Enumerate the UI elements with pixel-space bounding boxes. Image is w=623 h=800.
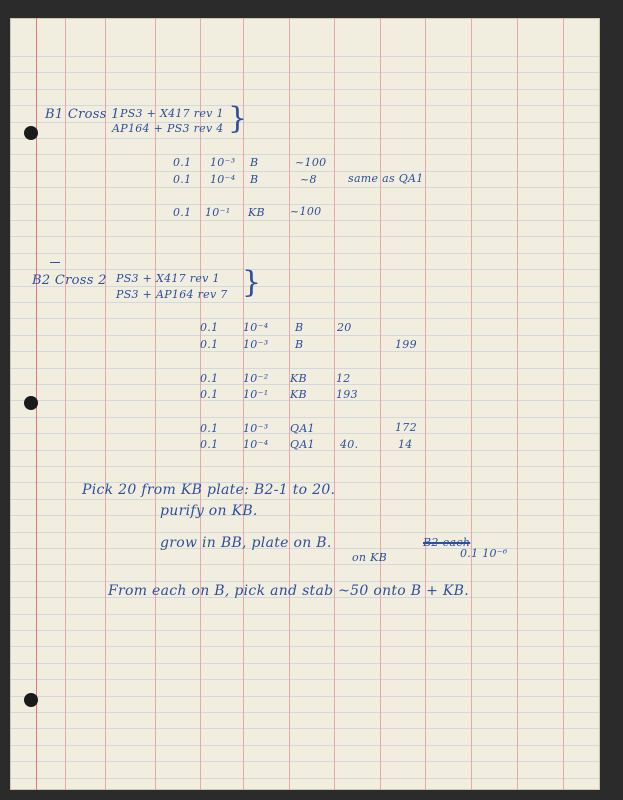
note-on-kb: on KB bbox=[352, 551, 388, 564]
column-line bbox=[563, 18, 564, 790]
note-purify: purify on KB. bbox=[160, 503, 258, 519]
column-line bbox=[334, 18, 335, 790]
b1-row1-count: ~100 bbox=[295, 156, 327, 169]
ruled-line bbox=[10, 761, 600, 762]
b2-row6-vol: 0.1 bbox=[200, 438, 219, 451]
ruled-line bbox=[10, 302, 600, 303]
b2-row6-count: 40. bbox=[340, 438, 359, 451]
b2-row2-vol: 0.1 bbox=[200, 338, 219, 351]
ruled-line bbox=[10, 417, 600, 418]
ruled-line bbox=[10, 466, 600, 467]
ruled-line bbox=[10, 499, 600, 500]
ruled-line bbox=[10, 564, 600, 565]
column-line bbox=[380, 18, 381, 790]
b1-row1-dil: 10⁻³ bbox=[210, 156, 236, 169]
ruled-line bbox=[10, 269, 600, 270]
cross-b1-line2: AP164 + PS3 rev 4 bbox=[112, 122, 224, 135]
b2-row5-dil: 10⁻³ bbox=[243, 422, 269, 435]
ruled-line bbox=[10, 154, 600, 155]
column-line bbox=[517, 18, 518, 790]
b1-row3-count: ~100 bbox=[290, 205, 322, 218]
b1-row2-note: same as QA1 bbox=[348, 172, 424, 185]
ruled-line bbox=[10, 663, 600, 664]
b2-row1-dil: 10⁻⁴ bbox=[243, 321, 269, 334]
column-line bbox=[65, 18, 66, 790]
b2-row4-plate: KB bbox=[290, 388, 307, 401]
ruled-line bbox=[10, 220, 600, 221]
b2-row2-count-b: 199 bbox=[395, 338, 417, 351]
ruled-line bbox=[10, 614, 600, 615]
b2-row6-plate: QA1 bbox=[290, 438, 315, 451]
note-pick: Pick 20 from KB plate: B2-1 to 20. bbox=[82, 482, 336, 498]
ruled-line bbox=[10, 581, 600, 582]
cross-b2-line2: PS3 + AP164 rev 7 bbox=[116, 288, 228, 301]
b2-row2-plate: B bbox=[295, 338, 304, 351]
ruled-line bbox=[10, 56, 600, 57]
b2-row4-dil: 10⁻¹ bbox=[243, 388, 269, 401]
b2-row3-dil: 10⁻² bbox=[243, 372, 269, 385]
ruled-line bbox=[10, 187, 600, 188]
ruled-line bbox=[10, 728, 600, 729]
punch-hole bbox=[24, 693, 38, 707]
ruled-line bbox=[10, 712, 600, 713]
ruled-line bbox=[10, 253, 600, 254]
ruled-line bbox=[10, 236, 600, 237]
b2-row3-count: 12 bbox=[336, 372, 351, 385]
ruled-line bbox=[10, 72, 600, 73]
b2-row1-vol: 0.1 bbox=[200, 321, 219, 334]
brace-icon: } bbox=[242, 265, 262, 300]
b2-row6-count-b: 14 bbox=[398, 438, 413, 451]
b2-row1-plate: B bbox=[295, 321, 304, 334]
column-line bbox=[289, 18, 290, 790]
b1-row2-plate: B bbox=[250, 173, 259, 186]
column-line bbox=[105, 18, 106, 790]
notebook-page bbox=[10, 18, 600, 790]
b2-row4-count: 193 bbox=[336, 388, 358, 401]
cross-b1-line1: PS3 + X417 rev 1 bbox=[120, 107, 224, 120]
ruled-line bbox=[10, 89, 600, 90]
ruled-line bbox=[10, 351, 600, 352]
b1-row2-count: ~8 bbox=[300, 173, 317, 186]
b1-row1-vol: 0.1 bbox=[173, 156, 192, 169]
note-struck: B2-each bbox=[423, 536, 471, 549]
b1-row3-vol: 0.1 bbox=[173, 206, 192, 219]
b2-row6-dil: 10⁻⁴ bbox=[243, 438, 269, 451]
punch-hole bbox=[24, 396, 38, 410]
column-line bbox=[471, 18, 472, 790]
ruled-line bbox=[10, 515, 600, 516]
ruled-line bbox=[10, 630, 600, 631]
b1-row3-dil: 10⁻¹ bbox=[205, 206, 231, 219]
ruled-line bbox=[10, 335, 600, 336]
b1-row1-plate: B bbox=[250, 156, 259, 169]
ruled-line bbox=[10, 318, 600, 319]
arrow-mark-icon bbox=[50, 262, 60, 263]
cross-b2-label: B2 Cross 2 bbox=[32, 273, 107, 288]
ruled-line bbox=[10, 696, 600, 697]
note-grow: grow in BB, plate on B. bbox=[160, 535, 332, 551]
note-from-each: From each on B, pick and stab ~50 onto B + KB. bbox=[108, 583, 470, 599]
brace-icon: } bbox=[228, 101, 248, 136]
cross-b1-label: B1 Cross 1 bbox=[45, 107, 120, 122]
b1-row3-plate: KB bbox=[248, 206, 265, 219]
b1-row2-vol: 0.1 bbox=[173, 173, 192, 186]
ruled-line bbox=[10, 778, 600, 779]
punch-hole bbox=[24, 126, 38, 140]
column-line bbox=[425, 18, 426, 790]
ruled-line bbox=[10, 105, 600, 106]
ruled-line bbox=[10, 745, 600, 746]
note-dilution: 0.1 10⁻⁶ bbox=[460, 547, 508, 560]
b2-row2-dil: 10⁻³ bbox=[243, 338, 269, 351]
ruled-line bbox=[10, 122, 600, 123]
b2-row5-count-b: 172 bbox=[395, 421, 417, 434]
ruled-line bbox=[10, 138, 600, 139]
b2-row4-vol: 0.1 bbox=[200, 388, 219, 401]
ruled-line bbox=[10, 171, 600, 172]
b2-row3-plate: KB bbox=[290, 372, 307, 385]
ruled-line bbox=[10, 368, 600, 369]
b2-row5-plate: QA1 bbox=[290, 422, 315, 435]
b1-row2-dil: 10⁻⁴ bbox=[210, 173, 236, 186]
b2-row5-vol: 0.1 bbox=[200, 422, 219, 435]
ruled-line bbox=[10, 646, 600, 647]
ruled-line bbox=[10, 532, 600, 533]
ruled-line bbox=[10, 679, 600, 680]
cross-b2-line1: PS3 + X417 rev 1 bbox=[116, 272, 220, 285]
b2-row1-count: 20 bbox=[337, 321, 352, 334]
b2-row3-vol: 0.1 bbox=[200, 372, 219, 385]
